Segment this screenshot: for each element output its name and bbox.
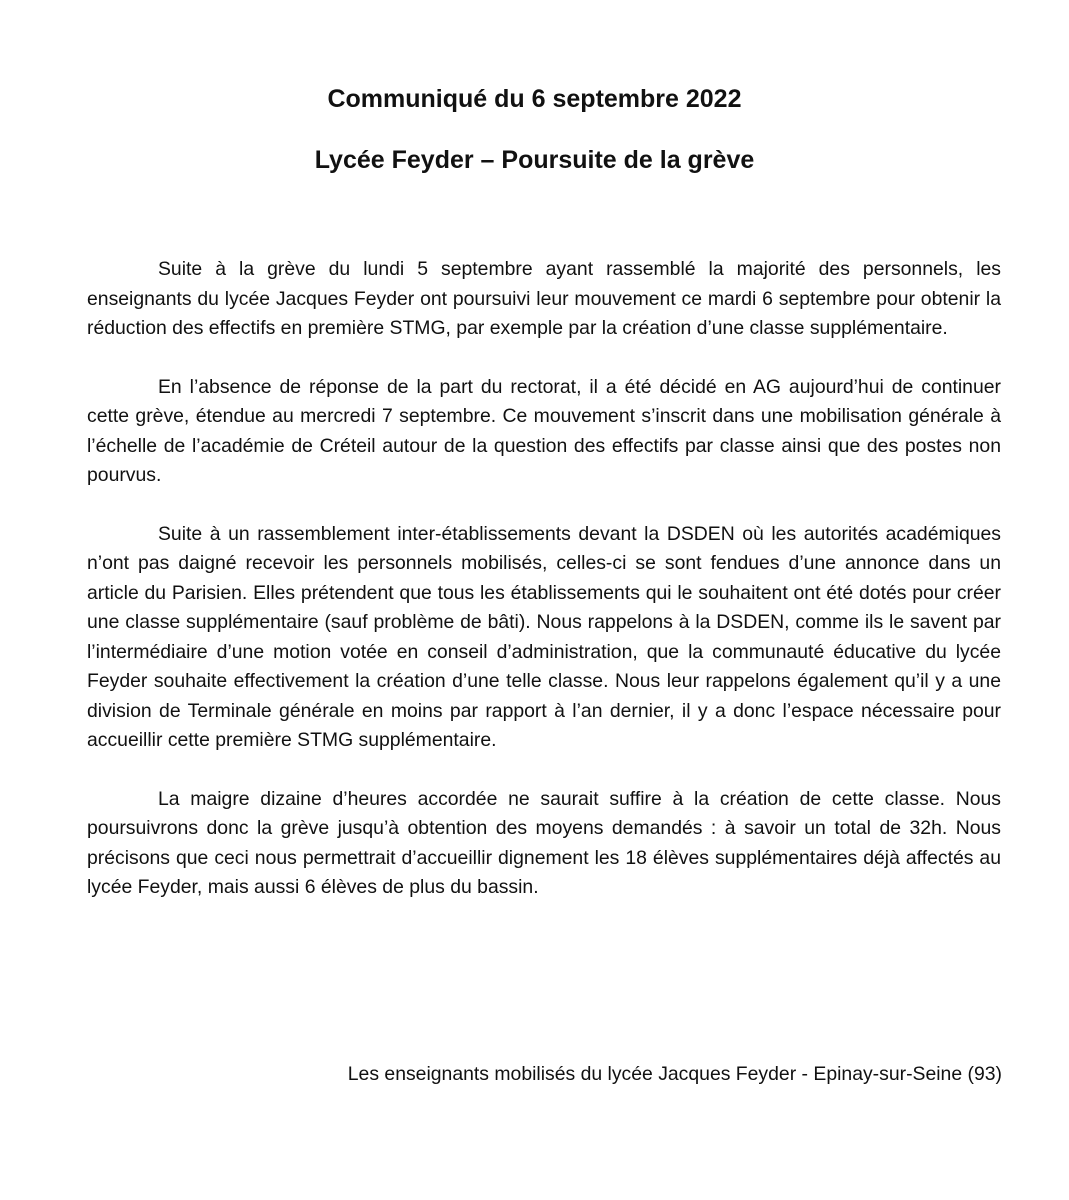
document-subtitle: Lycée Feyder – Poursuite de la grève	[314, 146, 755, 174]
paragraph-4: La maigre dizaine d’heures accordée ne saurait suffire à la création de cette classe. Nous poursuivrons donc la grève jusqu’à obtention des moyens demandés : à savoir un total de 32h. Nous précisons que ceci nous permettrait d’accueillir dignement les 18 élèves supplémentaires déjà affectés au lycée Feyder, mais aussi 6 élèves de plus du bassin.	[87, 787, 1001, 898]
signature: Les enseignants mobilisés du lycée Jacques Feyder - Epinay-sur-Seine (93)	[347, 1063, 1002, 1085]
paragraph-1: Suite à la grève du lundi 5 septembre ayant rassemblé la majorité des personnels, les enseignants du lycée Jacques Feyder ont poursuivi leur mouvement ce mardi 6 septembre pour obtenir la réduction des effectifs en première STMG, par exemple par la création d’une classe supplémentaire.	[87, 258, 1001, 339]
paragraph-3: Suite à un rassemblement inter-établissements devant la DSDEN où les autorités académiques n’ont pas daigné recevoir les personnels mobilisés, celles-ci se sont fendues d’une annonce dans un article du Parisien. Elles prétendent que tous les établissements qui le souhaitent ont été dotés pour créer une classe supplémentaire (sauf problème de bâti). Nous rappelons à la DSDEN, comme ils le savent par l’intermédiaire d’une motion votée en conseil d’administration, que la communauté éducative du lycée Feyder souhaite effectivement la création d’une telle classe. Nous leur rappelons également qu’il y a une division de Terminale générale en moins par rapport à l’an dernier, il y a donc l’espace nécessaire pour accueillir cette première STMG supplémentaire.	[87, 522, 1001, 751]
document-body	[87, 255, 1001, 932]
document-title: Communiqué du 6 septembre 2022	[327, 85, 742, 113]
paragraph-2: En l’absence de réponse de la part du rectorat, il a été décidé en AG aujourd’hui de continuer cette grève, étendue au mercredi 7 septembre. Ce mouvement s’inscrit dans une mobilisation générale à l’échelle de l’académie de Créteil autour de la question des effectifs par classe ainsi que des postes non pourvus.	[87, 375, 1001, 486]
